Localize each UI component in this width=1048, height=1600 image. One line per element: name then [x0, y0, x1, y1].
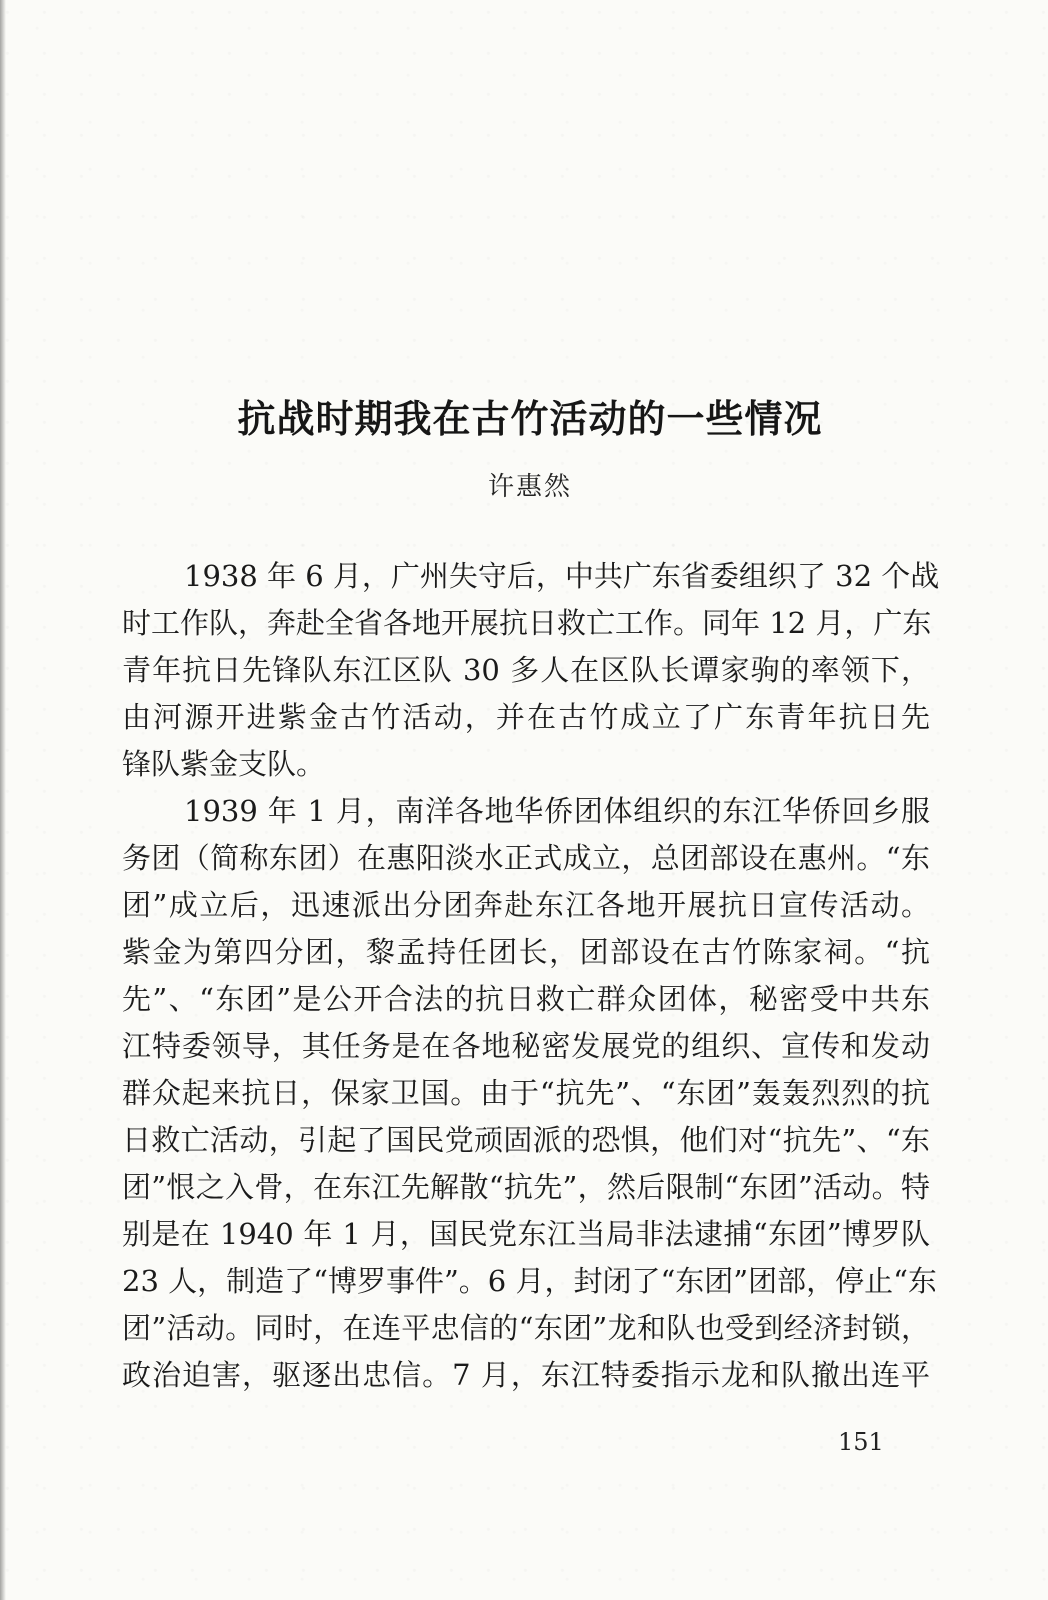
- paragraph-1-line-3: 青年抗日先锋队东江区队 30 多人在区队长谭家驹的率领下，: [122, 653, 930, 687]
- paragraph-2-line-1: 1939 年 1 月，南洋各地华侨团体组织的东江华侨回乡服: [184, 794, 930, 828]
- paragraph-2-line-3: 团”成立后，迅速派出分团奔赴东江各地开展抗日宣传活动。: [122, 888, 930, 922]
- paragraph-2-line-13: 政治迫害，驱逐出忠信。7 月，东江特委指示龙和队撤出连平: [122, 1358, 930, 1392]
- paragraph-2-line-4: 紫金为第四分团，黎孟持任团长，团部设在古竹陈家祠。“抗: [122, 935, 930, 969]
- paragraph-2-line-12: 团”活动。同时，在连平忠信的“东团”龙和队也受到经济封锁，: [122, 1311, 930, 1345]
- paragraph-1-line-5: 锋队紫金支队。: [122, 747, 326, 781]
- article-title: 抗战时期我在古竹活动的一些情况: [237, 397, 823, 441]
- paragraph-2-line-11: 23 人，制造了“博罗事件”。6 月，封闭了“东团”团部，停止“东: [122, 1264, 937, 1298]
- paragraph-2-line-5: 先”、“东团”是公开合法的抗日救亡群众团体，秘密受中共东: [122, 982, 930, 1016]
- paragraph-2-line-9: 团”恨之入骨，在东江先解散“抗先”，然后限制“东团”活动。特: [122, 1170, 930, 1204]
- paragraph-1-line-2: 时工作队，奔赴全省各地开展抗日救亡工作。同年 12 月，广东: [122, 606, 932, 640]
- page-number: 151: [838, 1428, 884, 1456]
- scan-edge-shadow: [0, 0, 6, 1600]
- paragraph-2-line-2: 务团（简称东团）在惠阳淡水正式成立，总团部设在惠州。“东: [122, 841, 930, 875]
- article-author: 许惠然: [487, 472, 572, 502]
- paragraph-1-line-1: 1938 年 6 月，广州失守后，中共广东省委组织了 32 个战: [184, 559, 940, 593]
- paragraph-1-line-4: 由河源开进紫金古竹活动，并在古竹成立了广东青年抗日先: [122, 700, 930, 734]
- paragraph-2-line-7: 群众起来抗日，保家卫国。由于“抗先”、“东团”轰轰烈烈的抗: [122, 1076, 930, 1110]
- paragraph-2-line-6: 江特委领导，其任务是在各地秘密发展党的组织、宣传和发动: [122, 1029, 930, 1063]
- paragraph-2-line-8: 日救亡活动，引起了国民党顽固派的恐惧，他们对“抗先”、“东: [122, 1123, 930, 1157]
- paragraph-2-line-10: 别是在 1940 年 1 月，国民党东江当局非法逮捕“东团”博罗队: [122, 1217, 930, 1251]
